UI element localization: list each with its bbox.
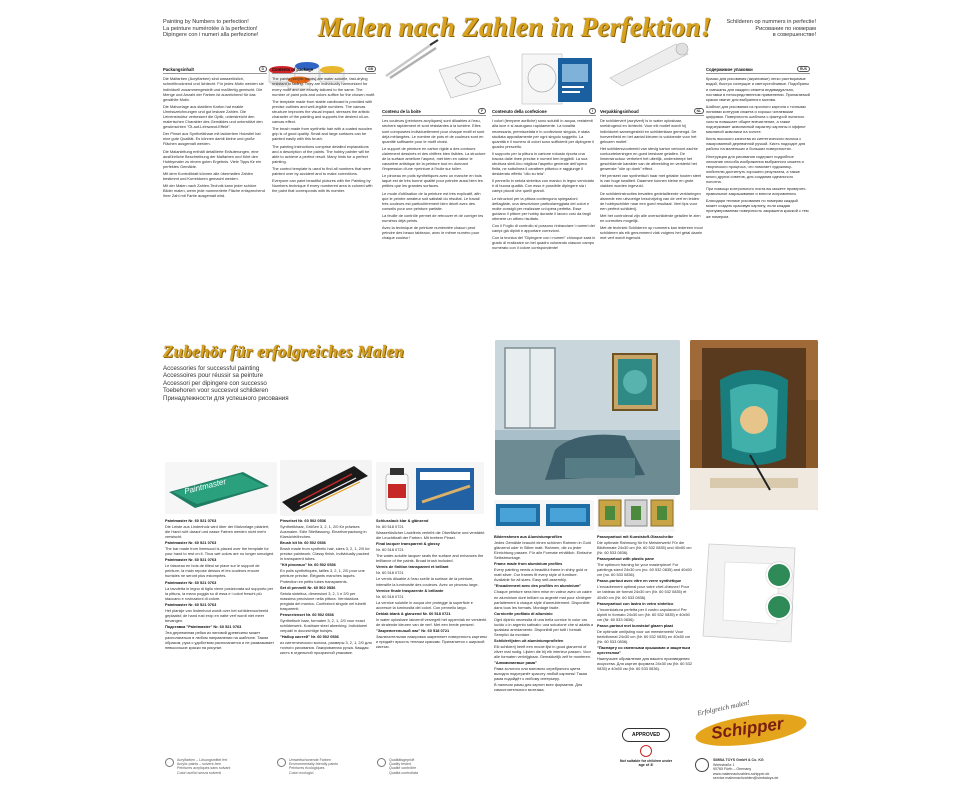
info-paragraph: La feuille de contrôle permet de retrouver et de corriger les numéros déjà peints. [382, 212, 484, 223]
approved-badge [622, 728, 670, 742]
info-paragraph: Le mode d'utilisation de la peinture est très explicatif, afin que le peintre amateur soit satisfait du résultat. Le travail très couleurs est particulièrement bien décrit avec des conseils pour une peinture parfaite. [382, 190, 481, 211]
product-paragraph: Synthetikhaar, Größen 3, 2, 1, 2/0 für präzises Ausmalen. Edle Stielfassung. Einzelverpackung in Klarsichtröhrchen. [280, 524, 367, 540]
product-paragraph: The water-soluble lacquer seals the surface and enhances the brilliance of the paints. Broad brush included. [376, 553, 484, 564]
info-paragraph: При помощи контрольного листа вы можете проверить правильное закрашивание и внести исправления. [706, 186, 806, 197]
product-paragraph: The bar made from limewood is placed over the template for your hand to rest on it. Thus wet colors are no longer smudged. [165, 546, 275, 557]
product-paragraph: Elk schilderij heeft een mooie lijst in goud glanzend of zilver mat nodig. Lijsten die bij elk interieur passen. Voor alle formaten verkrijgbaar. Gemakkelijk zelf te monteren. [494, 643, 592, 660]
tagline-left-it: Dipingere con i numeri alla perfezione! [163, 32, 259, 39]
frame-image [494, 500, 594, 530]
brand-slogan: Erfolgreich malen! [696, 698, 751, 718]
product-paragraph: Frame made from aluminium profiles [494, 561, 563, 567]
product-paragraph: Pinselset Nr. 60 502 0536 [280, 518, 327, 523]
info-paragraph: The template made from stable cardboard is provided with precise outlines and well-legible numbers. The canvas structure improves the visual impact, stresses the artistic character of the painting and supports the desired oil-on-canvas effect. [272, 98, 373, 124]
product-paragraph: из синтетического волоса, размеры 3, 2, 1, 2/0 для точного рисования. Лакированная ручка. Каждая кисть в отдельной прозрачной упаковке. [280, 640, 372, 656]
info-column-title: Packungsinhalt [163, 66, 194, 72]
tagline-right-nl: Schilderen op nummers in perfectie! [726, 19, 816, 25]
final-lacquer-image [376, 462, 484, 514]
product-paragraph: Nr. 60 518 0721 [376, 524, 404, 530]
info-paragraph: Les couleurs (peintures acryliques) sont diluables à l'eau, sèchent rapidement et sont résistantes à la lumière. Elles sont composées individuellement pour chaque motif et sont déjà mélangées. Le nombre de pots et de couleurs sont en quantité suffisante pour le motif choisi. [382, 118, 485, 144]
product-paragraph: Paintmaster Nr. 60 521 0763 [165, 579, 217, 585]
product-paragraph: "Набор кистей" Nr. 60 502 0536 [280, 633, 339, 639]
info-column-heading [272, 66, 376, 74]
product-paragraph: Vernice finale trasparente & brillante [376, 587, 444, 593]
tagline-left-en: Painting by Numbers to perfection! [163, 19, 249, 25]
product-paragraph: Brush made from synthetic hair, sizes 3, 2, 1, 2/0 for precise paintwork. Classy finish, individually packed in transparent tubes. [280, 546, 370, 562]
accessories-subtitles [163, 365, 483, 402]
footnote-1-en: Acrylic paints – solvent-free [177, 762, 221, 767]
accessories-subtitle-en: Accessories for successful painting [163, 365, 260, 372]
info-badge-2 [766, 594, 792, 620]
info-paragraph: Краски для рисования (акриловые) легко растворимые водой, быстро сохнущие и светоустойчивые. Подобраны и смешаны для каждого сюжета индивидуально, поставки в непосредственном применении. Прилагаемой краски хватит для выбранного мотива. [706, 76, 810, 102]
info-column-title: Verpakkingsinhoud [600, 108, 639, 114]
info-paragraph: Mit der Malen nach Zahlen-Technik kann jeder schöne Bilder malen, wenn jede nummerierte Fläche entsprechend ihrer Zahl mit Farbe ausgemalt wird. [163, 183, 265, 199]
accessories-subtitle-it: Accessori per dipingere con successo [163, 379, 267, 387]
product-paragraph: "Kit pinceaux" Nr. 60 502 0536 [280, 562, 336, 568]
tagline-right [680, 19, 816, 39]
passepartout-image [695, 538, 801, 648]
product-paragraph: Наилучшее обрамление для вашего произведения искусства. Для картин формата 24x30 см (Nr. 60 532 0835) и 40x50 см (Nr. 60 533 0836). [597, 656, 692, 672]
product-column-5 [597, 534, 693, 724]
age-warning-text: Not suitable for children under age of 3! [619, 759, 673, 768]
footnote-3-de: Qualitätsgeprüft [389, 758, 415, 762]
language-flag: I [589, 108, 596, 114]
footnote-3-en: Quality tested [389, 762, 411, 767]
instructions-image [518, 48, 598, 108]
company-street: Werkstraße 1 [713, 762, 735, 767]
product-paragraph: "Encadrement avec des profilés en aluminium" [494, 583, 582, 589]
info-paragraph: Le support de peinture en carton rigide a des contours clairement dessinés et des chiffres bien lisibles. La structure de la surface améliore l'aspect, met bien en valeur le caractère artistique de la peinture tout en donnant l'impression d'une «peinture à l'huile sur toile». [382, 145, 486, 172]
product-paragraph: Ogni dipinto necessita di una bella cornice in color oro lucido o in argento satinato: una soluzione che si adatta a qualsiasi arredamento. Disponibili per tutti i formati. Semplici da montare. [494, 616, 594, 637]
product-paragraph: Schilderlijsten uit aluminiumprofielen [494, 637, 564, 643]
info-paragraph: Шаблон для рисования из прочного картона с точными линиями контуров сюжета и хорошо читаемыми цифрами. Поверхность шаблона с фактурой льняного холста повышает общее впечатление, а также подчеркивает живописный характер картины и эффект масляной живописи на холсте. [706, 103, 806, 135]
info-column-heading [163, 66, 267, 74]
company-email[interactable]: service.malennachzahlen@simbatoys.de [713, 776, 779, 781]
tagline-left-fr: La peinture numérotée à la perfection! [163, 25, 258, 32]
info-column-2 [272, 66, 376, 338]
info-paragraph: Con la tecnica del "Dipingere con i numeri" chiunque sarà in grado di realizzare un bel quadro colorando ciascun campo numerato con il colore corrispondente! [492, 235, 596, 251]
product-paragraph: Paintmaster Nr. 60 521 0763 [165, 557, 217, 563]
info-paragraph: The paints (acrylic paints) are water-soluble, fast-drying resistant to fading. They are individually harmonized for every motif and are exactly tailored to the same. The number of paint pots and colors suffice for the chosen motif. [272, 76, 376, 97]
info-paragraph: Кисть высокого качества из синтетического волоса с лакированной деревянной ручкой. Кисть подходит для работы на маленьких и больших поверхностях. [706, 136, 806, 152]
footnote-3-it: Qualità controllata [389, 770, 418, 775]
info-paragraph: Il pennello in setola sintetica con manico in legno verniciato è di buona qualità. Con esso è possibile dipingere sia i campi piccoli che quelli grandi. [492, 178, 595, 194]
product-paragraph: Het plankje van lindenhout wordt over het schildervoorbeeld geplaatst; de hand rust erop en natte verf wordt niet meer bevangen. [165, 607, 269, 623]
language-flag: D [259, 66, 267, 72]
accessories-subtitle-nl: Toebehoren voor succesvol schilderen [163, 387, 269, 395]
product-paragraph: Passe-partout met kunststof glazen plaat [597, 622, 673, 628]
paintmaster-image [165, 462, 277, 514]
product-paragraph: De optimale omlijsting voor uw meesterwerk! Voor beeldformat 24x30 cm (Nr. 60 532 0835) en 40x50 cm (Nr. 60 533 0836). [597, 628, 691, 644]
product-paragraph: In water oplosbare lakvernif verzegelt het oppervlak en versterkt de stralende kleuren van de verf. Met een brede penseel. [376, 616, 487, 627]
info-paragraph: Инструкция для рисования содержит подробное описание способа изображения выбранного сюжета и творческого процесса, что помогает художнику-любителю достигнуть хорошего результата, а также много других советов, для создания идеального полотна. [706, 153, 804, 184]
product-paragraph: Passepartout con lastra in vetro sintetico [597, 600, 674, 606]
info-paragraph: Die Malfarben (Acrylfarben) sind wasserlöslich, schnelltrocknend und lichtecht. Für jedes Motiv werden sie individuell zusammengestellt und maßfertig gemischt. Die Menge und Anzahl der Farben ist ausreichend für das gewählte Motiv. [163, 76, 264, 102]
info-paragraph: Met de techniek Schilderen op nummers kan iedereen mooi schilderen als elk genummerd vlak volgens het getal daarin met verf wordt ingevuld. [600, 225, 703, 241]
acrylic-icon [165, 758, 174, 767]
footnote-1-fr: Peintures acryliques sans solvant [177, 766, 231, 771]
info-paragraph: Mit dem Kontrollblatt können alle übermalten Zahlen bestimmt und Korrekturen gemacht werden. [163, 170, 253, 181]
info-paragraph: Die Malvorlage aus stabilem Karton hat exakte Umrisszeichnungen und gut lesbare Zahlen. Die Leinenstruktur verbessert die Optik, unterstreicht den malerischen Charakter des Gemäldes und unterstützt den gewünschten "Öl-auf-Leinwand-Effekt". [163, 103, 263, 130]
footnote-3-fr: Qualité contrôlée [389, 766, 417, 771]
approved-badge-label: APPROVED [631, 732, 661, 738]
info-paragraph: Der Pinsel aus Synthetikhaar mit lackiertem Holzstiel hat eine gute Qualität. Es können damit kleine und große Flächen ausgemalt werden. [163, 131, 261, 147]
product-paragraph: La vernice solubile in acqua che protegge la superficie e accresce la luminosità dei colori. Con pennello largo. [376, 599, 473, 610]
tagline-left [163, 19, 313, 39]
product-paragraph: L'encadrement optimal pour votre chef-d'œuvre! Pour un tableau de format 24x30 cm (Nr. 60 532 0835) et 40x50 cm (Nr. 60 533 0836). [597, 584, 690, 600]
simba-logo-icon [695, 758, 709, 772]
footnote-2-it: Colori ecologici [289, 770, 314, 775]
info-paragraph: The brush made from synthetic hair with a coated wooden grip is of good quality. Small and large surfaces can be painted easily with this brush. [272, 126, 372, 142]
language-flag: F [478, 108, 486, 114]
footnote-2-de: Umweltschonende Farben [289, 758, 331, 762]
company-city: 90765 Fürth – Germany [713, 767, 752, 772]
footnote-1 [165, 758, 277, 775]
info-paragraph: Everyone can paint beautiful pictures with the Painting by Numbers technique if every numbered area is colored with the paint that corresponds with its number. [272, 178, 373, 194]
info-paragraph: De schilderverf (acrylverf) is in water oplosbaar, sneldrogend en lichtecht. Voor elk motief wordt hij individueel samengesteld en schilderklaar gemengd. De hoeveelheid en het aantal kleuren is voldoende voor het gekozen motief. [600, 118, 697, 144]
product-paragraph: Deklak blank & glanzend Nr. 60 518 0721 [376, 610, 451, 616]
footnote-3 [377, 758, 477, 775]
info-paragraph: Благодаря технике рисования по номерам каждый может создать красивую картину, если каждая пронумерованная поверхность закрашена краской с тем же номером. [706, 198, 809, 219]
footnote-2-en: Environmentally-friendly paints [289, 762, 338, 767]
brand-name: Schipper [709, 714, 785, 743]
info-paragraph: Con il Foglio di controllo si possono rintracciare i numeri dei campi già dipinti e apportare correzioni. [492, 223, 595, 234]
language-flag: GB [365, 66, 376, 72]
info-column-3 [382, 108, 486, 380]
product-paragraph: Подставка "Paintmaster" Nr. 60 521 0763 [165, 623, 242, 629]
company-info [695, 758, 815, 781]
product-paragraph: Paintmaster Nr. 60 521 0763 [165, 518, 217, 523]
product-paragraph: En poils synthétiques, tailles 3, 2, 1, 2/0 pour une peinture précise. Élégants manches laqués. Protection en petits tubes transparents. [280, 568, 365, 584]
product-paragraph: Die optimale Rahmung für Ihr Meisterwerk! Für die Bildformate 24x30 cm (Nr. 60 532 0835) und 40x50 cm (Nr. 60 533 0836). [597, 540, 692, 556]
product-paragraph: Brush kit Nr. 60 502 0536 [280, 540, 326, 546]
info-paragraph: Het penseel van synthetisch haar met gelakte houten steel is van hoge kwaliteit. Daarmee kunnen kleine en grote vlakken worden ingevuld. [600, 173, 702, 189]
product-paragraph: Set di pennelli Nr. 60 502 0536 [280, 584, 336, 590]
info-paragraph: Il supporto per la pittura in cartone robusto riporta una traccia dalle linee precise e numeri ben leggibili. La sua struttura simil-lino migliora l'aspetto generale dell'opera finita, ne sottolinea il carattere pittorico e raggiunge il desiderato effetto "olio su tela". [492, 150, 588, 177]
footnote-1-de: Acrylfarben – Lösungsmittel frei [177, 758, 228, 762]
product-column-2 [280, 518, 372, 750]
info-column-heading [706, 66, 810, 74]
product-paragraph: Jedes Gemälde braucht einen schönen Rahmen in Gold glänzend oder in Silber matt. Rahmen, die zu jeder Einrichtung passen. Für alle Formate erhältlich. Einfache Selbstmontage. [494, 540, 592, 561]
info-paragraph: Die Malanleitung enthält detaillierte Erläuterungen, eine ausführliche Beschreibung der Malfarben und führt den Hobbymaler zu einem guten Ergebnis. Viele Tipps für ein perfektes Gemälde. [163, 148, 262, 169]
info-paragraph: Met het controleval zijn alle overschilderde getallen te zien en correcties mogelijk. [600, 212, 701, 223]
painting-photo [690, 340, 818, 510]
page-title: Malen nach Zahlen in Perfektion! [318, 12, 712, 42]
info-paragraph: The painting instructions comprise detailed explanations and a description of the paints. The hobby painter will be able to achieve a perfect result. Many hints for a perfect painting. [272, 143, 370, 164]
info-column-heading [382, 108, 486, 116]
info-paragraph: De schilderinstructies bevatten gedetailleerde verklaringen alsmede een uitvoerige beschrijving van de verf en leiden de hobbyschilder naar een goed resultaat. Veel tips voor een perfect schilderij. [600, 190, 701, 211]
info-badge-1 [766, 562, 792, 588]
accessories-subtitle-fr: Accessoires pour réussir sa peinture [163, 372, 264, 380]
product-paragraph: Passepartout mit Kunststoff-Glasscheibe [597, 534, 674, 539]
info-column-title: Contents of package [272, 66, 314, 72]
product-paragraph: Cornicette profilato di alluminio [494, 610, 553, 616]
info-column-6 [706, 66, 810, 338]
accessories-heading [163, 342, 483, 402]
info-paragraph: Le pinceau en poils synthétiques avec un manche en bois laqué est de très bonne qualité pour peindre aussi bien les petites que les grandes surfaces. [382, 173, 483, 189]
product-paragraph: Passe-partout avec vitre en verre synthétique [597, 578, 682, 584]
product-paragraph: Schlusslack klar & glänzend [376, 518, 429, 523]
product-paragraph: "Паспарту со сменными крышками и защитным оргстеклом" [597, 644, 691, 655]
product-paragraph: Nr. 60 518 0721 [376, 570, 404, 576]
product-paragraph: L'incorniciatura perfetta per il vostro capolavoro! Per dipinti in formato 24x30 cm (Nr. 60 532 0835) e 40x50 cm (Nr. 60 533 0836). [597, 606, 690, 622]
product-paragraph: Рама золотого или матового серебряного цвета выгодно подчеркнёт красоту любой картины! Такая рама подойдёт к любому интерьеру. [494, 666, 587, 682]
accessories-subtitle-ru: Принадлежности для успешного рисования [163, 394, 289, 402]
info-paragraph: The control template is used to find all numbers that were painted over by accident and to make corrections. [272, 165, 371, 176]
info-paragraph: I colori (tempere acriliche) sono solubili in acqua, resistenti alla luce e si asciugano rapidamente. La tonalità necessaria, premiscelata e in confezione singola, è stata studiata appositamente per ogni singolo soggetto. La quantità e il numero di colori sono sufficienti per dipingere il quadro prescelto. [492, 118, 595, 149]
product-column-4 [494, 534, 594, 724]
language-flag: NL [694, 108, 704, 114]
product-paragraph: Penseelenset Nr. 60 502 0536 [280, 611, 334, 617]
product-paragraph: Le faisceau en bois de tilleul se place sur le support de peinture, la main repose dessus et les couleurs encore humides ne seront plus estompées. [165, 563, 260, 579]
product-paragraph: Bilderrahmen aus Aluminiumprofilen [494, 534, 563, 539]
product-paragraph: Die Leiste aus Lindenholz wird über der Malvorlage platziert, die Hand ruht darauf und nasse Farben werden nicht mehr verwischt. [165, 524, 270, 540]
quality-icon [377, 758, 386, 767]
info-column-1 [163, 66, 267, 338]
footnote-2 [277, 758, 377, 775]
template-image [435, 52, 505, 100]
product-paragraph: Setola sintetica, dimensioni 3, 2, 1 e 2/0 per massima precisione nella pittura. Verniciatura pregiata del manico. Confezioni singole nel tubetti trasparenti. [280, 590, 366, 611]
product-paragraph: Заключительная лакировка закрепляет поверхность картины и придаёт яркость теплым краскам. Прилагается с широкой кистью. [376, 633, 487, 650]
product-paragraph: The optimum framing for your masterpiece! For paintings sized 24x30 cm (no. 60 532 0835) and 40x50 cm (no. 60 533 0836). [597, 562, 692, 578]
info-column-heading [492, 108, 596, 116]
product-paragraph: Nr. 60 518 0721 [376, 593, 404, 599]
product-paragraph: Paintmaster Nr. 60 521 0763 [165, 601, 217, 607]
info-paragraph: Le istruzioni per la pittura contengono spiegazioni dettagliate, una descrizione particolareggiata dei colori e molte consigli per realizzare un'opera perfetta. Esse guidano il pittore per hobby durante il lavoro così da fargli ottenere un ottimo risultato. [492, 195, 591, 221]
language-flag: RUS [797, 66, 810, 72]
footnote-2-fr: Peintures écologiques [289, 766, 325, 771]
info-column-title: Содержимое упаковки [706, 66, 753, 72]
product-paragraph: Final lacquer transparent & glossy [376, 541, 440, 547]
product-paragraph: "Алюминиевые рама" [494, 660, 537, 666]
info-column-title: Contenu de la boite [382, 108, 421, 114]
product-paragraph: Passepartout with plastic pane [597, 556, 655, 562]
brushes-image [380, 38, 440, 80]
age-warning-icon [640, 745, 652, 757]
product-paragraph: Le vernis diluable à l'eau scelle la surface de la peinture, intensifie la luminosité des couleurs. Avec un pinceau large. [376, 576, 479, 587]
product-column-3 [376, 518, 488, 750]
product-paragraph: Chaque peinture sera bien mise en valeur avec un cadre en aluminium doré brillant ou argenté mat pour s'intégrer parfaitement à chaque style d'ameublement. Disponible dans tous les formats. Montage facile. [494, 589, 592, 610]
living-room-photo [495, 340, 680, 495]
frame-corners-image [597, 496, 675, 532]
age-warning [617, 745, 675, 768]
company-website[interactable]: www.malennachzahlen-schipper.de [713, 771, 770, 776]
product-paragraph: Vernis de finition transparent et brillant [376, 564, 449, 570]
company-name: SIMBA TOYS GmbH & Co. KG [713, 758, 764, 762]
product-paragraph: Nr. 60 518 0721 [376, 547, 404, 553]
info-column-heading [600, 108, 704, 116]
rolled-canvas-image [606, 38, 696, 88]
info-column-title: Contenuto della confezione [492, 108, 547, 114]
info-paragraph: Avec la technique de peinture numérotée chacun peut peindre des beaux tableaux, avec le même numéro pour chaque couleur! [382, 225, 480, 241]
product-paragraph: Эта деревянная рейка из липовой древесины может располагаться в любом направлении на шаблоне. Таким образом, рука с удобством располагается и не размазывает невысохшие краски на рисунке. [165, 629, 275, 651]
product-paragraph: "Закрепительный лак" Nr. 60 518 0721 [376, 627, 450, 633]
paintmaster-label: Paintmaster [183, 476, 227, 496]
tagline-right-ru-2: в совершенстве! [772, 32, 816, 39]
product-paragraph: Synthetisch haar, formaten 3, 2, 1, 2/0 voor exact schilderwerk. Kostbare steel afwerking. Individueel verpakt in doorzichtige buisjes. [280, 617, 368, 633]
product-paragraph: В наличии рамы для картин всех форматов. Для самостоятельного монтажа. [494, 682, 583, 693]
info-paragraph: Het schildersvoorbeeld van stevig karton vertoont zachte contourtekeningen en goed leesbare getallen. De linnenstructuur verbetert het uiterlijk, onderstreept het geschilderde karakter van de afbeelding en versterkt het gewenste "olie op doek" effect. [600, 145, 698, 172]
product-paragraph: Wasserlöslicher Lackfirnis verleiht die Oberfläche und verstärkt die Leuchtkraft der Farben. Mit breitem Pinsel. [376, 530, 485, 541]
brand-logo [693, 698, 813, 754]
product-column-1 [165, 518, 275, 750]
accessories-title: Zubehör für erfolgreiches Malen [163, 342, 405, 361]
tagline-right-ru-1: Рисование по номерам [755, 25, 816, 32]
product-paragraph: La tavoletta in legno di tiglio viene posizionata sul supporto per la pittura, la mano poggia su di essa e i colori freschi più staccano e rovinazioni di colore. [165, 585, 274, 601]
brush-set-image [280, 460, 372, 516]
product-paragraph: Paintmaster Nr. 60 521 0763 [165, 540, 217, 546]
footnote-1-it: Colori acrilici senza solventi [177, 770, 222, 775]
eco-icon [277, 758, 286, 767]
product-paragraph: Every painting needs a beautiful frame in shiny gold or matt silver. Our frames fit every style of furniture. Available for all sizes. Easy self-assembly. [494, 567, 588, 583]
